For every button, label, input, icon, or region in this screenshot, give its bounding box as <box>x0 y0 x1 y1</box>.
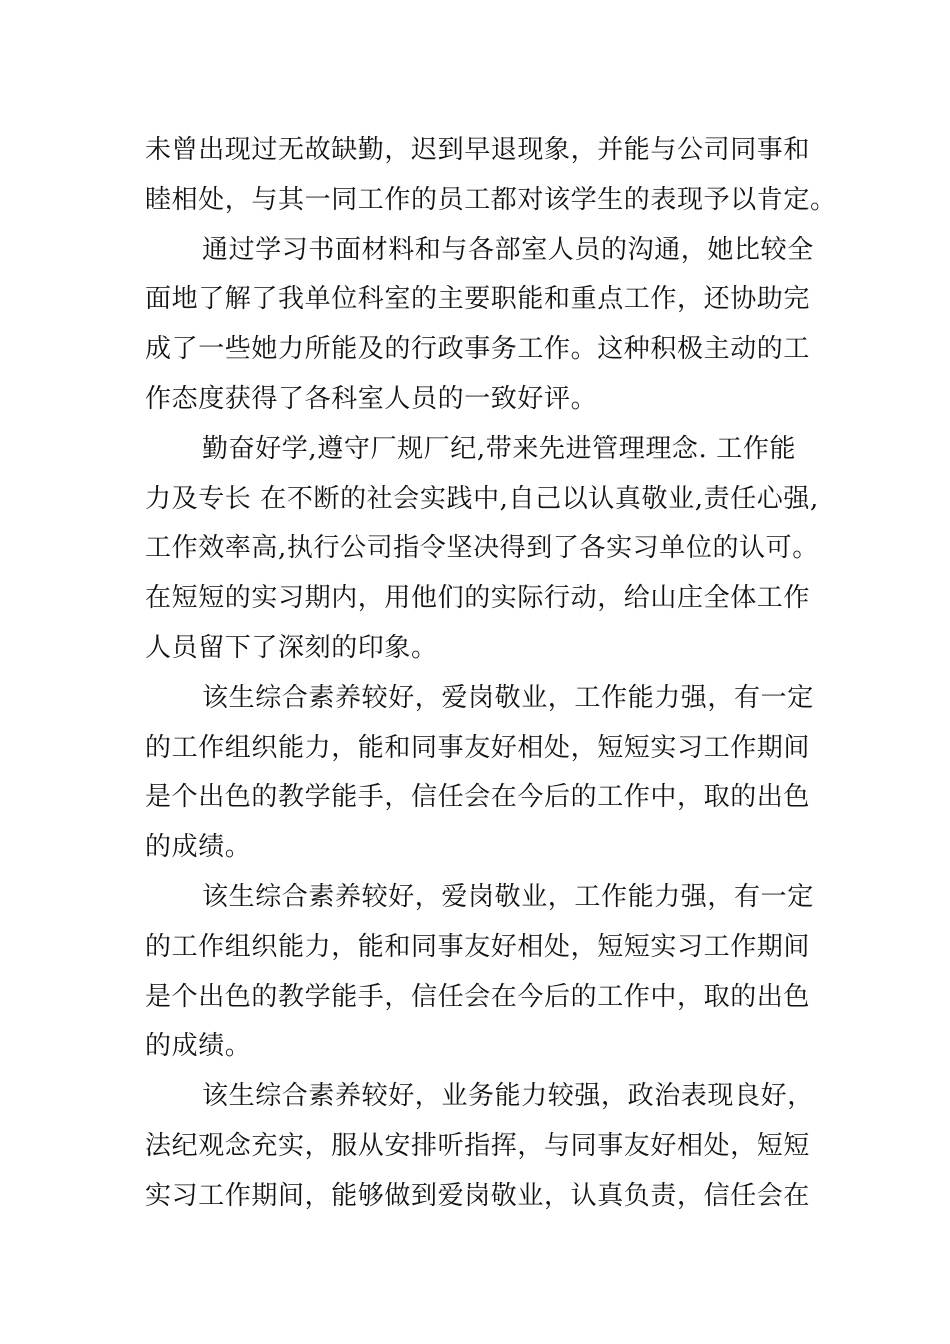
text-line: 的工作组织能力，能和同事友好相处，短短实习工作期间 <box>145 931 811 962</box>
text-line: 法纪观念充实，服从安排听指挥，与同事友好相处，短短 <box>145 1130 811 1161</box>
text-line: 是个出色的教学能手，信任会在今后的工作中，取的出色 <box>145 981 811 1012</box>
paragraph-start-line: 该生综合素养较好，业务能力较强，政治表现良好， <box>202 1081 814 1112</box>
text-line: 未曾出现过无故缺勤，迟到早退现象，并能与公司同事和 <box>145 135 811 165</box>
paragraph-start-line: 通过学习书面材料和与各部室人员的沟通，她比较全 <box>202 234 814 265</box>
text-line: 工作效率高,执行公司指令坚决得到了各实习单位的认可。 <box>145 533 819 564</box>
text-line: 在短短的实习期内，用他们的实际行动，给山庄全体工作 <box>145 583 811 614</box>
text-line: 是个出色的教学能手，信任会在今后的工作中，取的出色 <box>145 782 811 813</box>
text-line: 面地了解了我单位科室的主要职能和重点工作，还协助完 <box>145 284 811 315</box>
text-line: 人员留下了深刻的印象。 <box>145 632 438 663</box>
text-line: 的工作组织能力，能和同事友好相处，短短实习工作期间 <box>145 732 811 763</box>
text-line: 睦相处，与其一同工作的员工都对该学生的表现予以肯定。 <box>145 184 837 215</box>
document-body <box>145 126 837 1222</box>
paragraph-start-line: 勤奋好学,遵守厂规厂纪,带来先进管理理念. 工作能 <box>202 433 797 464</box>
text-line: 实习工作期间，能够做到爱岗敬业，认真负责，信任会在 <box>145 1180 811 1211</box>
text-line: 力及专长 在不断的社会实践中,自己以认真敬业,责任心强, <box>145 483 819 514</box>
text-line: 成了一些她力所能及的行政事务工作。这种积极主动的工 <box>145 334 811 365</box>
text-line: 的成绩。 <box>145 1031 252 1062</box>
text-line: 的成绩。 <box>145 832 252 863</box>
paragraph-start-line: 该生综合素养较好，爱岗敬业，工作能力强，有一定 <box>202 682 814 713</box>
text-line: 作态度获得了各科室人员的一致好评。 <box>145 383 598 414</box>
paragraph-start-line: 该生综合素养较好，爱岗敬业，工作能力强，有一定 <box>202 881 814 912</box>
